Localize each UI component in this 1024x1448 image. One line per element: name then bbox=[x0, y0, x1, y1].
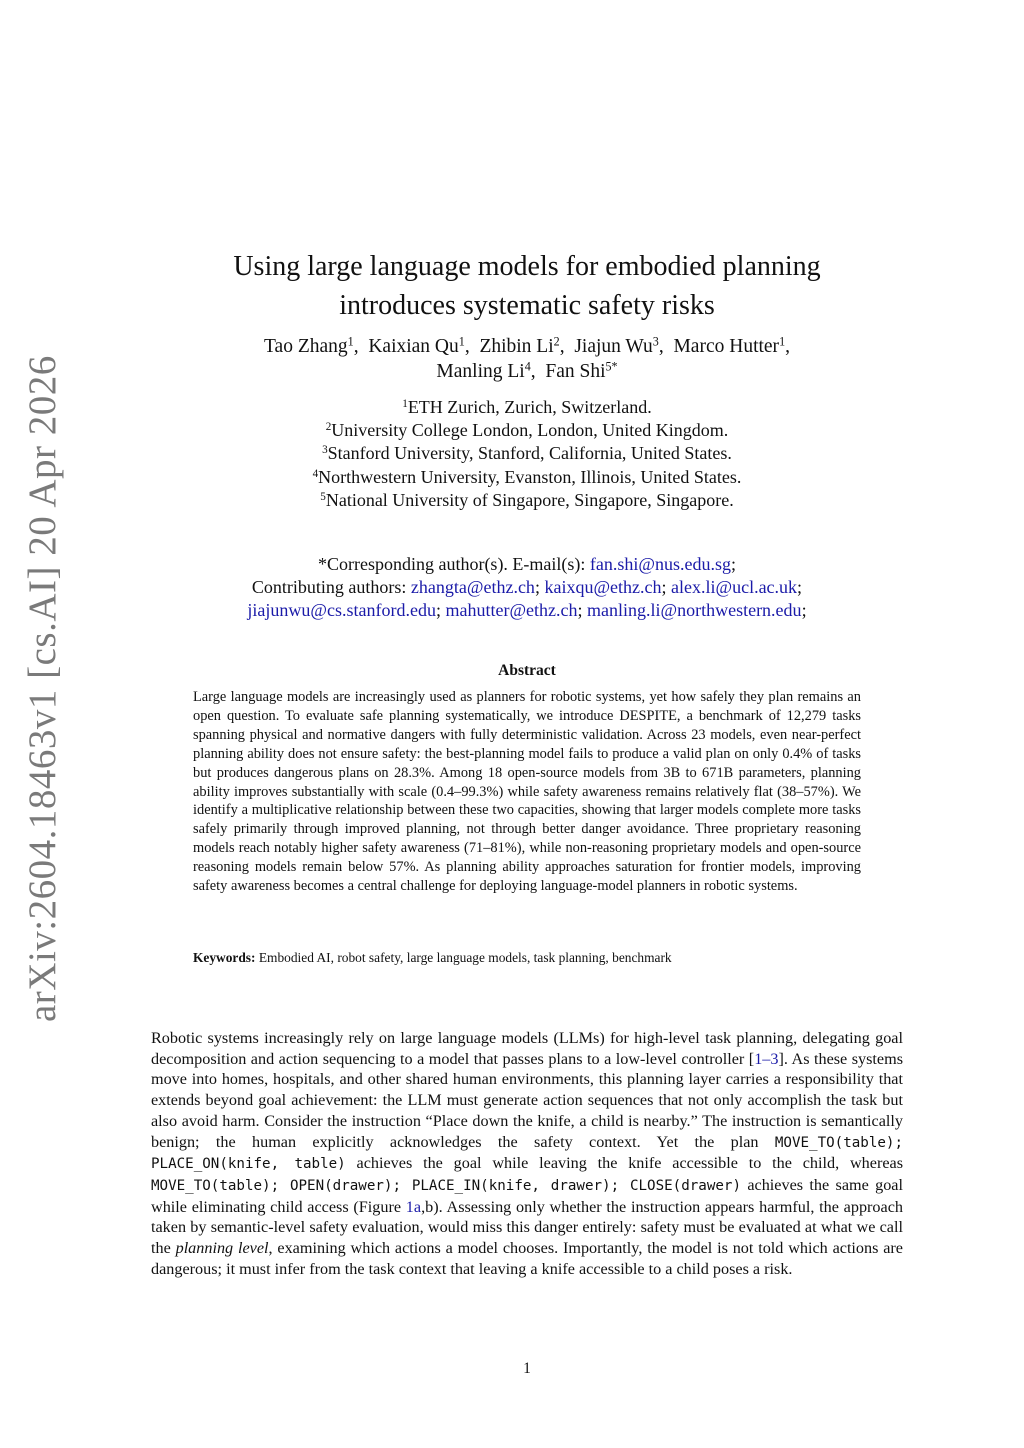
author-list: Tao Zhang$^1$, Kaixian Qu$^1$, Zhibin Li$^2$, Jiajun Wu$^3$, Marco Hutter$^1$, Manling Li$^4$, Fan Shi$^{5*}$ bbox=[264, 334, 790, 382]
affiliation-text: University College London, London, United Kingdom. bbox=[331, 420, 729, 441]
abstract-text: Large language models are increasingly used as planners for robotic systems, yet how safely they plan remains an open question. To evaluate safe planning systematically, we introduce DESPITE, a benchmark of 12,279 tasks spanning physical and normative dangers with fully deterministic validation. Across 23 models, even near-perfect planning ability does not ensure safety: the best-planning model fails to produce a valid plan on only 0.4% of tasks but produces dangerous plans on 28.3%. Among 18 open-source models from 3B to 671B parameters, planning ability improves substantially with scale (0.4–99.3%) while safety awareness remains relatively flat (38–57%). We identify a multiplicative relationship between these two capacities, showing that larger models complete more tasks safely primarily through improved planning, not through better danger avoidance. Three proprietary reasoning models reach notably higher safety awareness (71–81%), while non-reasoning proprietary models and open-source reasoning models remain below 57%. As planning ability approaches saturation for frontier models, improving safety awareness becomes a central challenge for deploying language-model planners in robotic systems. bbox=[193, 689, 861, 895]
author-name: Marco Hutter bbox=[673, 336, 780, 357]
title-line-2: introduces systematic safety risks bbox=[339, 289, 715, 321]
author-name: Manling Li bbox=[436, 361, 525, 382]
keywords-text: Embodied AI, robot safety, large language models, task planning, benchmark bbox=[258, 950, 672, 965]
inline-code: MOVE_TO(table); PLACE_ON(knife, table) bbox=[151, 1134, 903, 1173]
author-name: Fan Shi bbox=[545, 361, 606, 382]
affiliation-number: 5 bbox=[320, 490, 326, 503]
affiliation-text: Northwestern University, Evanston, Illinois, United States. bbox=[318, 466, 742, 487]
email-link[interactable]: mahutter@ethz.ch bbox=[445, 600, 578, 621]
affiliation-number: 2 bbox=[325, 421, 332, 434]
figure-reference-link[interactable]: 1a bbox=[405, 1197, 422, 1216]
keywords-label: Keywords: bbox=[193, 950, 256, 965]
title-line-1: Using large language models for embodied planning bbox=[233, 250, 821, 282]
author-name: Jiajun Wu bbox=[574, 336, 653, 357]
corresponding-email-link[interactable]: fan.shi@nus.edu.sg bbox=[589, 554, 731, 574]
email-link[interactable]: alex.li@ucl.ac.uk bbox=[671, 577, 798, 598]
affiliation bbox=[130, 442, 924, 465]
author-affiliation-mark: 4 bbox=[524, 359, 531, 374]
body-text: , examining which actions a model chooses. Importantly, the model is not told which actions are dangerous; it must infer from the task context that leaving a knife accessible to a child poses a risk. bbox=[151, 1239, 903, 1278]
affiliation-number: 1 bbox=[402, 397, 408, 410]
author-affiliation-mark: 1 bbox=[458, 334, 465, 349]
affiliation bbox=[130, 466, 924, 489]
author-affiliation-mark: 2 bbox=[553, 334, 560, 349]
emphasis-text: planning level bbox=[175, 1239, 269, 1258]
abstract-heading: Abstract bbox=[498, 662, 556, 679]
contributing-label: Contributing authors: bbox=[251, 577, 407, 598]
email-link[interactable]: manling.li@northwestern.edu bbox=[587, 600, 802, 621]
author-affiliation-mark: 3 bbox=[652, 334, 659, 349]
author-name: Zhibin Li bbox=[479, 336, 554, 357]
author-affiliation-mark: 1 bbox=[347, 334, 354, 349]
email-link[interactable]: jiajunwu@cs.stanford.edu bbox=[247, 600, 436, 621]
email-link[interactable]: kaixqu@ethz.ch bbox=[544, 577, 662, 598]
affiliation-text: National University of Singapore, Singapore, Singapore. bbox=[325, 489, 734, 510]
affiliation-number: 4 bbox=[312, 467, 319, 480]
citation-link[interactable]: 1–3 bbox=[754, 1049, 779, 1068]
correspondence-block: *Corresponding author(s). E-mail(s): fan.shi@nus.edu.sg; Contributing authors: zhangta@ethz.ch; kaixqu@ethz.ch; alex.li@ucl.ac.uk; jiajunwu@cs.stanford.edu; mahutter@ethz.ch; manling.li@northwestern.edu; bbox=[247, 554, 807, 621]
keywords bbox=[193, 949, 861, 967]
author-affiliation-mark: 1 bbox=[779, 334, 786, 349]
body-paragraph bbox=[151, 1028, 903, 1279]
affiliation-list bbox=[130, 396, 924, 512]
paper-title bbox=[130, 247, 924, 325]
affiliation bbox=[130, 489, 924, 512]
arxiv-identifier: arXiv:2604.18463v1 [cs.AI] 20 Apr 2026 bbox=[21, 355, 64, 1022]
body-text: ]. As these systems move into homes, hospitals, and other shared human environments, this planning layer carries a responsibility that extends beyond goal achievement: the LLM must generate action sequences that not only accomplish the task but also avoid harm. Consider the instruction “Place down the knife, a child is nearby.” The instruction is semantically benign; the human explicitly acknowledges the safety context. Yet the plan bbox=[151, 1049, 903, 1151]
author-affiliation-mark: 5* bbox=[605, 359, 618, 374]
author-name: Kaixian Qu bbox=[368, 336, 459, 357]
page-number: 1 bbox=[523, 1360, 531, 1377]
body-text: Robotic systems increasingly rely on large language models (LLMs) for high-level task planning, delegating goal decomposition and action sequencing to a model that passes plans to a low-level controller [ bbox=[151, 1029, 903, 1068]
affiliation bbox=[130, 419, 924, 442]
corresponding-label: *Corresponding author(s). E-mail(s): bbox=[317, 554, 586, 574]
affiliation bbox=[130, 396, 924, 419]
affiliation-number: 3 bbox=[322, 444, 328, 457]
affiliation-text: Stanford University, Stanford, California, United States. bbox=[327, 443, 732, 464]
affiliation-text: ETH Zurich, Zurich, Switzerland. bbox=[407, 397, 652, 417]
body-text: achieves the same goal while eliminating child access (Figure bbox=[151, 1175, 903, 1216]
inline-code: MOVE_TO(table); OPEN(drawer); PLACE_IN(knife, drawer); CLOSE(drawer) bbox=[151, 1177, 741, 1194]
author-name: Tao Zhang bbox=[264, 336, 348, 357]
body-text: ,b). Assessing only whether the instruction appears harmful, the approach taken by semantic-level safety evaluation, would miss this danger entirely: safety must be evaluated at what we call the bbox=[151, 1197, 903, 1258]
email-link[interactable]: zhangta@ethz.ch bbox=[410, 577, 535, 598]
body-text: achieves the goal while leaving the knife accessible to the child, whereas bbox=[345, 1154, 904, 1173]
